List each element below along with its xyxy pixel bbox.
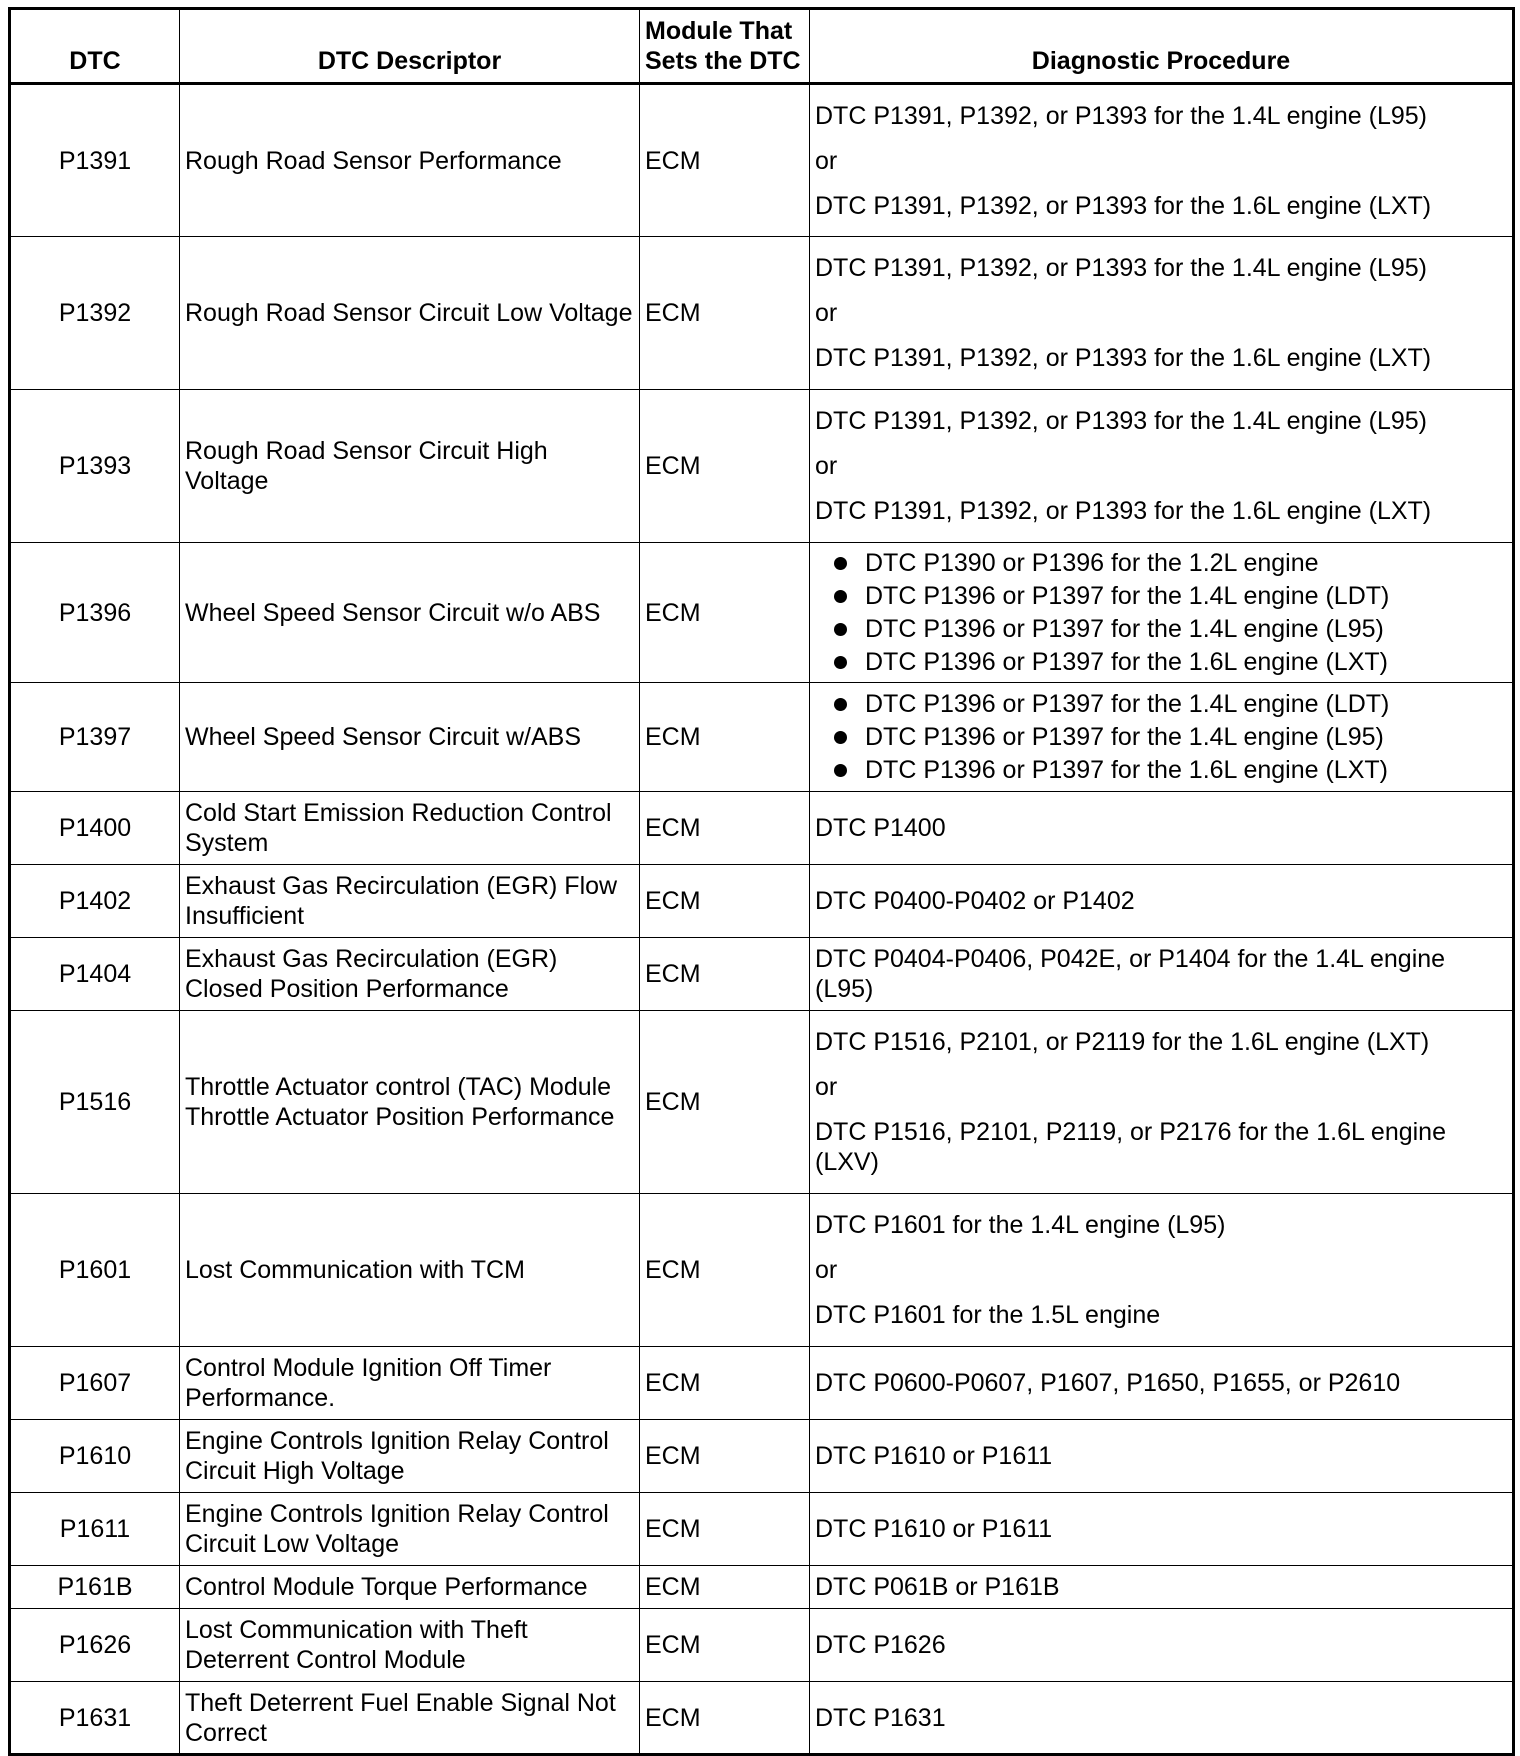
module: ECM [640, 237, 810, 390]
header-procedure: Diagnostic Procedure [810, 9, 1514, 84]
table-row [10, 865, 1514, 938]
dtc-code: P1404 [10, 938, 180, 1011]
bullet-icon [834, 623, 847, 636]
dtc-descriptor: Theft Deterrent Fuel Enable Signal Not Correct [180, 1682, 640, 1755]
module: ECM [640, 1347, 810, 1420]
dtc-code: P161B [10, 1566, 180, 1609]
procedure-line: DTC P1391, P1392, or P1393 for the 1.6L engine (LXT) [815, 344, 1432, 372]
dtc-code: P1601 [10, 1194, 180, 1347]
header-module-line2: Sets the DTC [645, 47, 801, 75]
dtc-table [8, 7, 1515, 1756]
procedure-bullet: DTC P1396 or P1397 for the 1.6L engine (LXT) [815, 646, 1507, 679]
diagnostic-procedure [810, 1194, 1514, 1347]
dtc-descriptor: Rough Road Sensor Circuit High Voltage [180, 390, 640, 543]
procedure-line: or [815, 1073, 838, 1101]
header-dtc: DTC [10, 9, 180, 84]
dtc-descriptor: Control Module Torque Performance [180, 1566, 640, 1609]
dtc-code: P1631 [10, 1682, 180, 1755]
diagnostic-procedure: DTC P1610 or P1611 [810, 1493, 1514, 1566]
module: ECM [640, 1194, 810, 1347]
table-row [10, 1011, 1514, 1194]
dtc-descriptor: Rough Road Sensor Performance [180, 84, 640, 237]
diagnostic-procedure [810, 543, 1514, 683]
dtc-code: P1607 [10, 1347, 180, 1420]
table-row [10, 1420, 1514, 1493]
procedure-bullet: DTC P1396 or P1397 for the 1.6L engine (LXT) [815, 754, 1507, 787]
bullet-icon [834, 698, 847, 711]
bullet-icon [834, 557, 847, 570]
procedure-line: or [815, 146, 838, 175]
procedure-line: or [815, 452, 838, 480]
module: ECM [640, 1011, 810, 1194]
dtc-descriptor: Cold Start Emission Reduction Control System [180, 792, 640, 865]
diagnostic-procedure: DTC P0404-P0406, P042E, or P1404 for the 1.4L engine (L95) [810, 938, 1514, 1011]
module: ECM [640, 543, 810, 683]
diagnostic-procedure [810, 84, 1514, 237]
table-row [10, 1566, 1514, 1609]
dtc-descriptor: Engine Controls Ignition Relay Control Circuit High Voltage [180, 1420, 640, 1493]
table-row [10, 792, 1514, 865]
dtc-descriptor: Control Module Ignition Off Timer Performance. [180, 1347, 640, 1420]
table-row [10, 543, 1514, 683]
dtc-descriptor: Exhaust Gas Recirculation (EGR) Flow Insufficient [180, 865, 640, 938]
header-row [10, 9, 1514, 84]
procedure-line: DTC P1391, P1392, or P1393 for the 1.4L engine (L95) [815, 407, 1427, 435]
procedure-bullet: DTC P1396 or P1397 for the 1.4L engine (L95) [815, 721, 1507, 754]
table-row [10, 1347, 1514, 1420]
table-row [10, 390, 1514, 543]
dtc-descriptor: Throttle Actuator control (TAC) Module Throttle Actuator Position Performance [180, 1011, 640, 1194]
procedure-line: DTC P1391, P1392, or P1393 for the 1.4L engine (L95) [815, 254, 1427, 282]
bullet-icon [834, 764, 847, 777]
dtc-descriptor: Wheel Speed Sensor Circuit w/o ABS [180, 543, 640, 683]
bullet-icon [834, 731, 847, 744]
procedure-line: DTC P1391, P1392, or P1393 for the 1.6L engine (LXT) [815, 191, 1432, 220]
dtc-code: P1396 [10, 543, 180, 683]
header-module [640, 9, 810, 84]
diagnostic-procedure: DTC P1610 or P1611 [810, 1420, 1514, 1493]
diagnostic-procedure [810, 237, 1514, 390]
dtc-code: P1402 [10, 865, 180, 938]
procedure-line: DTC P1516, P2101, or P2119 for the 1.6L engine (LXT) [815, 1028, 1430, 1056]
table-row [10, 1682, 1514, 1755]
dtc-descriptor: Lost Communication with TCM [180, 1194, 640, 1347]
module: ECM [640, 865, 810, 938]
module: ECM [640, 792, 810, 865]
module: ECM [640, 1420, 810, 1493]
table-row [10, 84, 1514, 237]
dtc-descriptor: Exhaust Gas Recirculation (EGR) Closed Position Performance [180, 938, 640, 1011]
dtc-descriptor: Lost Communication with Theft Deterrent Control Module [180, 1609, 640, 1682]
dtc-table-container [8, 7, 1515, 1756]
diagnostic-procedure: DTC P1631 [810, 1682, 1514, 1755]
module: ECM [640, 1493, 810, 1566]
diagnostic-procedure [810, 390, 1514, 543]
procedure-line: DTC P1601 for the 1.4L engine (L95) [815, 1211, 1226, 1239]
diagnostic-procedure: DTC P0600-P0607, P1607, P1650, P1655, or P2610 [810, 1347, 1514, 1420]
procedure-line: DTC P1516, P2101, P2119, or P2176 for the 1.6L engine (LXV) [815, 1118, 1446, 1176]
dtc-code: P1610 [10, 1420, 180, 1493]
module: ECM [640, 1609, 810, 1682]
procedure-line: DTC P1391, P1392, or P1393 for the 1.6L engine (LXT) [815, 497, 1432, 525]
procedure-bullet: DTC P1390 or P1396 for the 1.2L engine [815, 547, 1507, 580]
bullet-icon [834, 590, 847, 603]
dtc-descriptor: Engine Controls Ignition Relay Control Circuit Low Voltage [180, 1493, 640, 1566]
bullet-icon [834, 656, 847, 669]
dtc-code: P1611 [10, 1493, 180, 1566]
table-row [10, 1493, 1514, 1566]
diagnostic-procedure [810, 683, 1514, 792]
diagnostic-procedure [810, 1011, 1514, 1194]
dtc-code: P1400 [10, 792, 180, 865]
table-row [10, 683, 1514, 792]
procedure-line: or [815, 299, 838, 327]
module: ECM [640, 390, 810, 543]
dtc-code: P1392 [10, 237, 180, 390]
dtc-descriptor: Wheel Speed Sensor Circuit w/ABS [180, 683, 640, 792]
header-module-line1: Module That [645, 17, 793, 45]
procedure-line: DTC P1601 for the 1.5L engine [815, 1301, 1161, 1329]
dtc-descriptor: Rough Road Sensor Circuit Low Voltage [180, 237, 640, 390]
module: ECM [640, 84, 810, 237]
diagnostic-procedure: DTC P061B or P161B [810, 1566, 1514, 1609]
module: ECM [640, 1682, 810, 1755]
module: ECM [640, 1566, 810, 1609]
dtc-code: P1393 [10, 390, 180, 543]
table-row [10, 1609, 1514, 1682]
diagnostic-procedure: DTC P1400 [810, 792, 1514, 865]
procedure-line: DTC P1391, P1392, or P1393 for the 1.4L engine (L95) [815, 101, 1427, 130]
header-descriptor: DTC Descriptor [180, 9, 640, 84]
dtc-code: P1391 [10, 84, 180, 237]
module: ECM [640, 683, 810, 792]
procedure-line: or [815, 1256, 838, 1284]
dtc-code: P1626 [10, 1609, 180, 1682]
diagnostic-procedure: DTC P0400-P0402 or P1402 [810, 865, 1514, 938]
table-row [10, 237, 1514, 390]
diagnostic-procedure: DTC P1626 [810, 1609, 1514, 1682]
module: ECM [640, 938, 810, 1011]
table-row [10, 1194, 1514, 1347]
table-row [10, 938, 1514, 1011]
procedure-bullet: DTC P1396 or P1397 for the 1.4L engine (LDT) [815, 688, 1507, 721]
dtc-code: P1516 [10, 1011, 180, 1194]
procedure-bullet: DTC P1396 or P1397 for the 1.4L engine (L95) [815, 613, 1507, 646]
dtc-code: P1397 [10, 683, 180, 792]
procedure-bullet: DTC P1396 or P1397 for the 1.4L engine (LDT) [815, 580, 1507, 613]
